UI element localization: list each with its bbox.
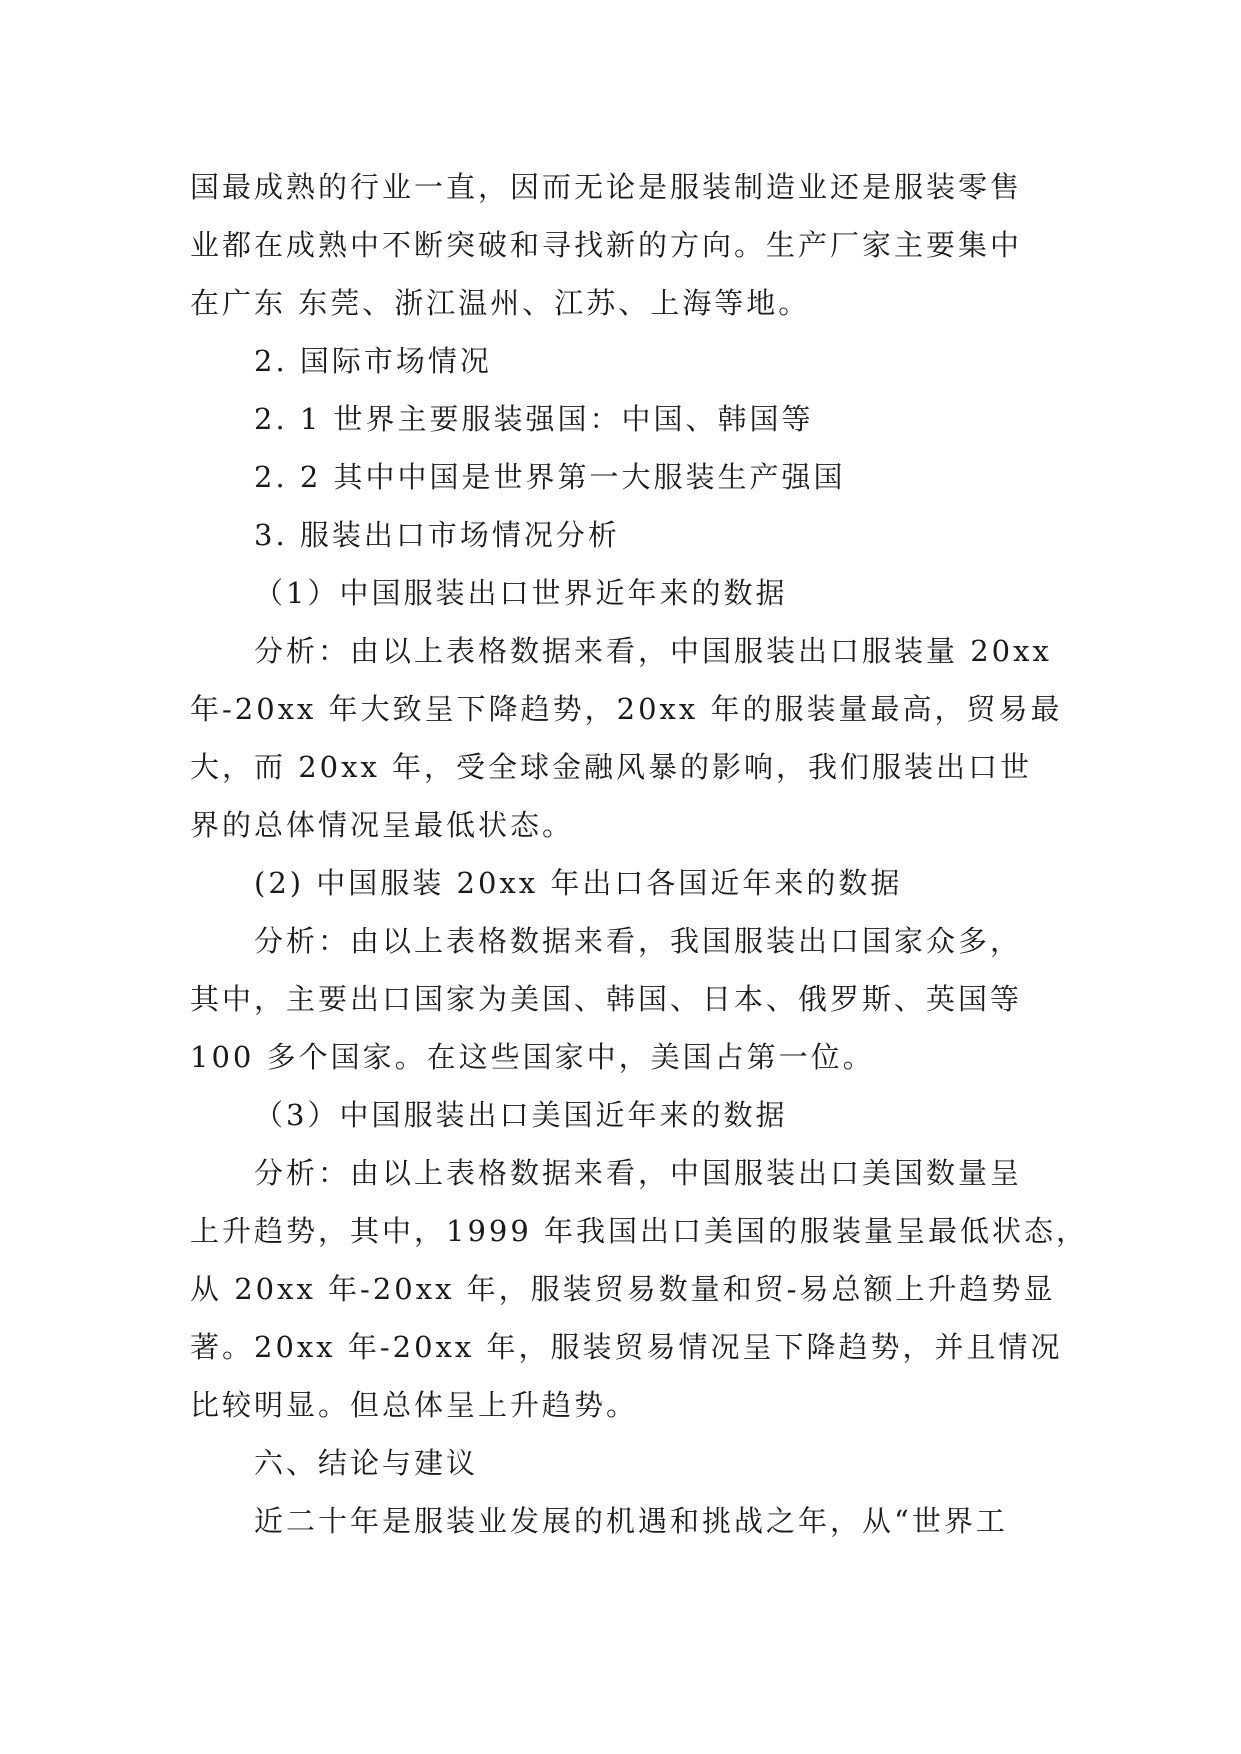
paragraph-line: 比较明显。但总体呈上升趋势。 [190,1388,639,1422]
section-heading: 3. 服装出口市场情况分析 [254,518,620,552]
paragraph-line: 业都在成熟中不断突破和寻找新的方向。生产厂家主要集中 [190,228,1023,262]
paragraph-line: 大，而 20xx 年，受全球金融风暴的影响，我们服装出口世 [190,750,1033,784]
paragraph-line: 100 多个国家。在这些国家中，美国占第一位。 [190,1040,875,1074]
subsection-heading: （1）中国服装出口世界近年来的数据 [254,576,788,610]
section-heading: 六、结论与建议 [254,1446,479,1480]
section-heading: 2. 国际市场情况 [254,344,492,378]
document-body [190,158,1089,1550]
paragraph-line: 年-20xx 年大致呈下降趋势，20xx 年的服装量最高，贸易最 [190,692,1063,726]
paragraph-line: 分析：由以上表格数据来看，中国服装出口服装量 20xx [254,634,1052,668]
paragraph-line: 上升趋势，其中，1999 年我国出口美国的服装量呈最低状态， [190,1214,1089,1248]
paragraph-line: 从 20xx 年-20xx 年，服装贸易数量和贸-易总额上升趋势显 [190,1272,1056,1306]
paragraph-line: 分析：由以上表格数据来看，中国服装出口美国数量呈 [254,1156,1023,1190]
paragraph-line: 近二十年是服装业发展的机遇和挑战之年，从“世界工 [254,1504,1008,1538]
paragraph-line: 分析：由以上表格数据来看，我国服装出口国家众多， [254,924,1023,958]
paragraph-line: 界的总体情况呈最低状态。 [190,808,575,842]
paragraph-line: 其中，主要出口国家为美国、韩国、日本、俄罗斯、英国等 [190,982,1023,1016]
paragraph-line: 著。20xx 年-20xx 年，服装贸易情况呈下降趋势，并且情况 [190,1330,1063,1364]
subsection-heading: 2. 1 世界主要服装强国：中国、韩国等 [254,402,814,436]
subsection-heading: (2) 中国服装 20xx 年出口各国近年来的数据 [254,866,903,900]
paragraph-line: 国最成熟的行业一直，因而无论是服装制造业还是服装零售 [190,170,1023,204]
paragraph-line: 在广东 东莞、浙江温州、江苏、上海等地。 [190,286,811,320]
subsection-heading: （3）中国服装出口美国近年来的数据 [254,1098,788,1132]
subsection-heading: 2. 2 其中中国是世界第一大服装生产强国 [254,460,846,494]
